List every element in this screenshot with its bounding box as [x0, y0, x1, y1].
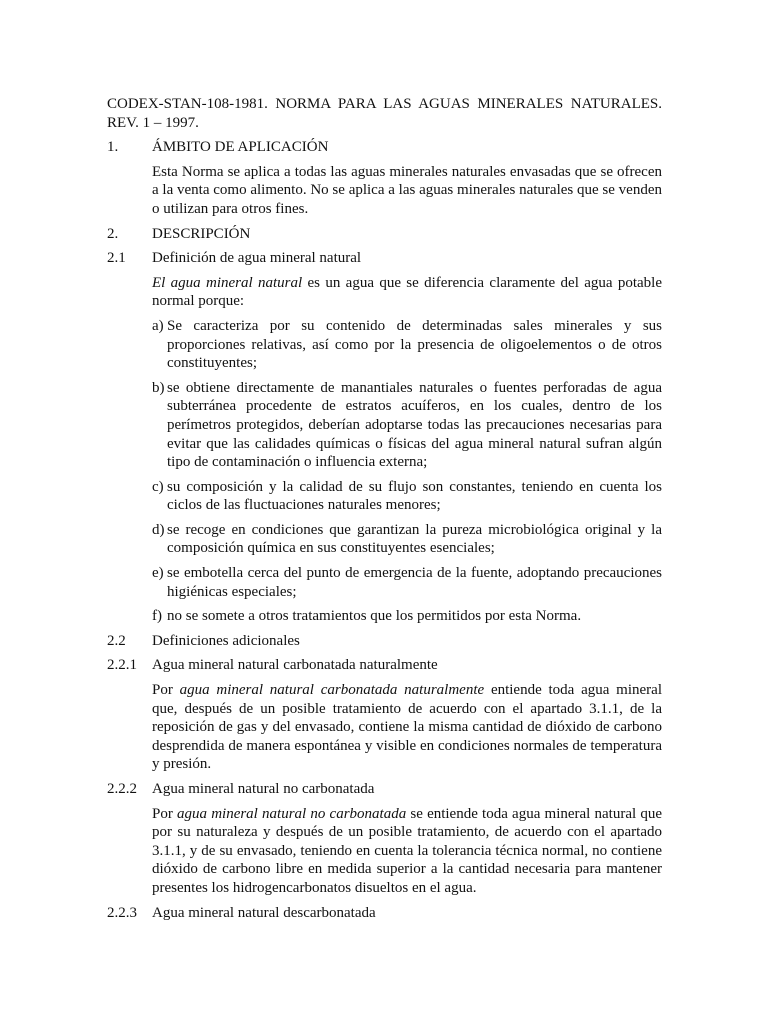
section-1-paragraph: Esta Norma se aplica a todas las aguas minerales naturales envasadas que se ofrecen a la venta como alimento. No se aplica a las aguas minerales naturales que se venden o utilizan para otros fines.: [152, 163, 662, 217]
document-title: CODEX-STAN-108-1981. NORMA PARA LAS AGUAS MINERALES NATURALES. REV. 1 – 1997.: [107, 96, 662, 131]
list-marker: b): [152, 379, 165, 396]
section-2-2-2-paragraph: [152, 805, 662, 898]
section-number: 2.1: [107, 250, 126, 267]
list-item: [152, 521, 662, 558]
list-marker: d): [152, 521, 165, 538]
section-number: 2.2: [107, 632, 126, 649]
paragraph-text: entiende toda agua mineral que, después de un posible tratamiento de acuerdo con el apartado 3.1.1, de la reposición de gas y del envasado, contiene la misma cantidad de dióxido de carbono desprendida de manera espontánea y visible en condiciones normales de temperatura y presión.: [152, 682, 662, 773]
section-number: 2.2.2: [107, 781, 137, 797]
section-title: DESCRIPCIÓN: [152, 225, 251, 242]
paragraph-text: Por: [152, 805, 178, 822]
section-number: 1.: [107, 139, 119, 156]
list-item-text: se embotella cerca del punto de emergencia de la fuente, adoptando precauciones higiénicas especiales;: [167, 565, 662, 600]
section-2-1-paragraph: [152, 274, 662, 311]
list-item: [152, 607, 662, 626]
list-item-text: su composición y la calidad de su flujo son constantes, teniendo en cuenta los ciclos de las fluctuaciones naturales menores;: [167, 478, 662, 514]
list-marker: e): [152, 565, 164, 582]
list-item: [152, 379, 662, 472]
section-title: Agua mineral natural descarbonatada: [152, 904, 376, 921]
defined-term: agua mineral natural no carbonatada: [177, 805, 407, 822]
section-2-1-heading: [107, 249, 662, 268]
list-item-text: se obtiene directamente de manantiales naturales o fuentes perforadas de agua subterránea procedente de estratos acuíferos, en los cuales, dentro de los perímetros protegidos, deberían adoptarse todas las precauciones necesarias para evitar que las calidades químicas o físicas del agua mineral natural sufran algún tipo de contaminación o influencia externa;: [167, 379, 662, 471]
defined-term: agua mineral natural carbonatada naturalmente: [179, 682, 485, 699]
paragraph-text: Por: [152, 682, 180, 699]
section-title: Agua mineral natural no carbonatada: [152, 781, 375, 797]
list-marker: a): [152, 317, 164, 334]
section-2-2-3-heading: [107, 904, 662, 923]
section-1-heading: [107, 138, 662, 157]
list-item-text: Se caracteriza por su contenido de determinadas sales minerales y sus proporciones relativas, así como por la presencia de oligoelementos o de otros constituyentes;: [167, 317, 662, 372]
section-title: Definiciones adicionales: [152, 632, 300, 649]
paragraph-text: se entiende toda agua mineral natural que por su naturaleza y después de un posible tratamiento, de acuerdo con el apartado 3.1.1, y de su envasado, teniendo en cuenta la tolerancia técnica normal, no contiene dióxido de carbono libre en medida superior a la cantidad necesaria para mantener presentes los hidrogencarbonatos disueltos en el agua.: [152, 805, 663, 896]
paragraph-text: es un agua que se diferencia claramente del agua potable normal porque:: [152, 274, 662, 310]
list-item: [152, 478, 662, 515]
section-number: 2.2.3: [107, 904, 137, 921]
section-title: Agua mineral natural carbonatada naturalmente: [152, 657, 438, 674]
list-marker: f): [152, 608, 162, 625]
list-marker: c): [152, 478, 164, 495]
list-item: [152, 564, 662, 601]
document-page: [107, 95, 662, 928]
section-number: 2.2.1: [107, 657, 137, 674]
section-2-heading: [107, 225, 662, 244]
section-2-2-1-paragraph: [152, 681, 662, 774]
list-item: [152, 317, 662, 373]
section-2-2-heading: [107, 632, 662, 651]
section-2-2-1-heading: [107, 656, 662, 675]
defined-term: El agua mineral natural: [152, 274, 303, 291]
list-item-text: se recoge en condiciones que garantizan la pureza microbiológica original y la composición química en sus constituyentes esenciales;: [167, 521, 662, 557]
list-item-text: no se somete a otros tratamientos que los permitidos por esta Norma.: [167, 608, 582, 625]
section-title: Definición de agua mineral natural: [152, 250, 362, 267]
section-2-2-2-heading: [107, 780, 662, 799]
section-title: ÁMBITO DE APLICACIÓN: [152, 139, 329, 156]
section-number: 2.: [107, 225, 119, 242]
